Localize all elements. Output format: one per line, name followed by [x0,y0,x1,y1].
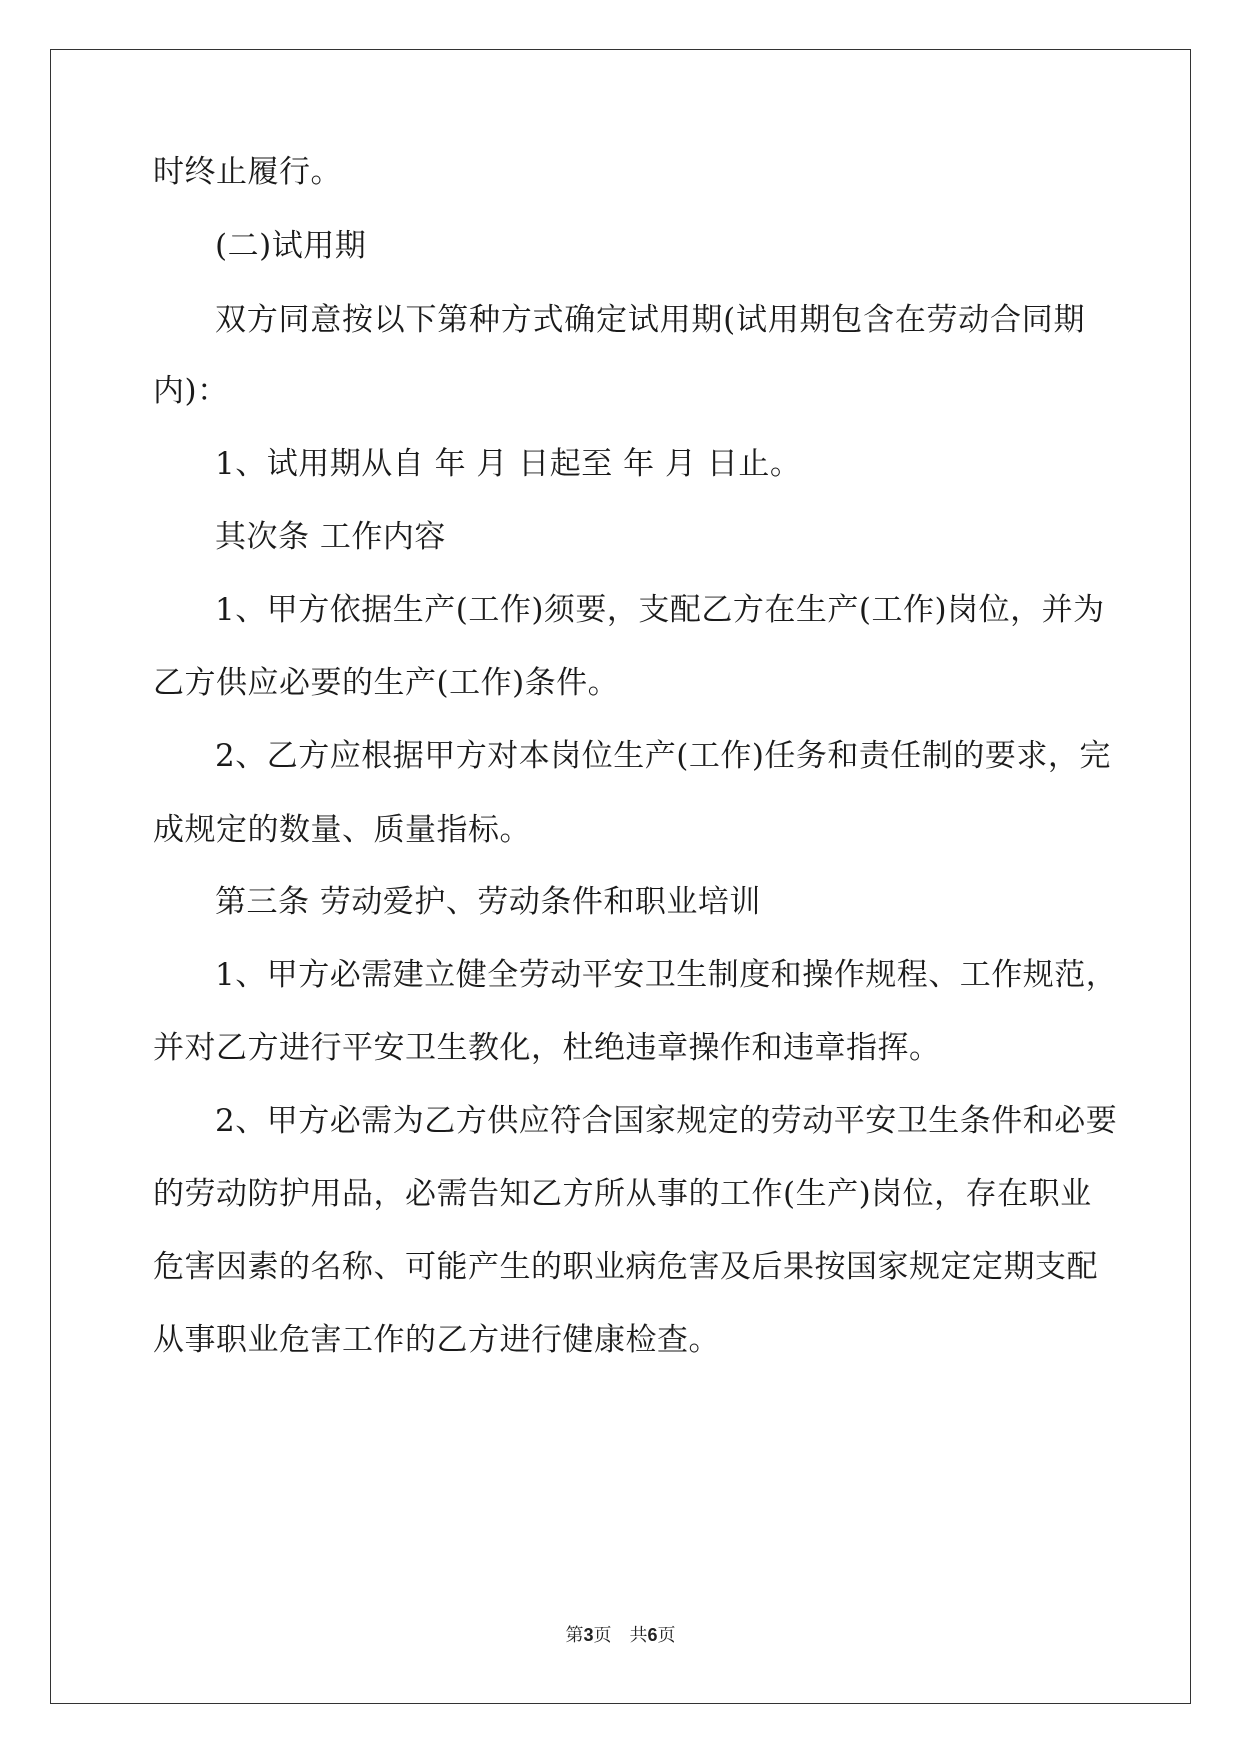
text-line: 成规定的数量、质量指标。 [153,812,531,848]
text-line: 2、甲方必需为乙方供应符合国家规定的劳动平安卫生条件和必要 [215,1103,1118,1139]
text-line: 从事职业危害工作的乙方进行健康检查。 [153,1322,720,1358]
text-line: 并对乙方进行平安卫生教化，杜绝违章操作和违章指挥。 [153,1030,941,1066]
text-line: 双方同意按以下第种方式确定试用期(试用期包含在劳动合同期 [215,302,1085,338]
page-number-footer [0,1623,1241,1648]
text-line: 的劳动防护用品，必需告知乙方所从事的工作(生产)岗位，存在职业 [153,1176,1092,1212]
page-border [50,49,1191,1704]
total-pages-number: 6 [647,1625,658,1645]
text-line: 1、甲方必需建立健全劳动平安卫生制度和操作规程、工作规范， [215,957,1118,993]
text-line: 内)： [153,373,229,409]
section-heading: (二)试用期 [215,228,367,264]
text-line: 2、乙方应根据甲方对本岗位生产(工作)任务和责任制的要求，完 [215,738,1111,774]
page-prefix: 第 [565,1625,584,1646]
article-heading: 第三条 劳动爱护、劳动条件和职业培训 [215,884,761,920]
text-line: 1、试用期从自 年 月 日起至 年 月 日止。 [215,446,802,482]
text-line: 乙方供应必要的生产(工作)条件。 [153,665,620,701]
page-mid: 页 共 [593,1625,648,1646]
text-line: 危害因素的名称、可能产生的职业病危害及后果按国家规定定期支配 [153,1249,1098,1285]
current-page-number: 3 [583,1625,594,1645]
text-line: 时终止履行。 [153,154,342,190]
page-suffix: 页 [657,1625,676,1646]
article-heading: 其次条 工作内容 [215,519,446,555]
text-line: 1、甲方依据生产(工作)须要，支配乙方在生产(工作)岗位，并为 [215,592,1105,628]
